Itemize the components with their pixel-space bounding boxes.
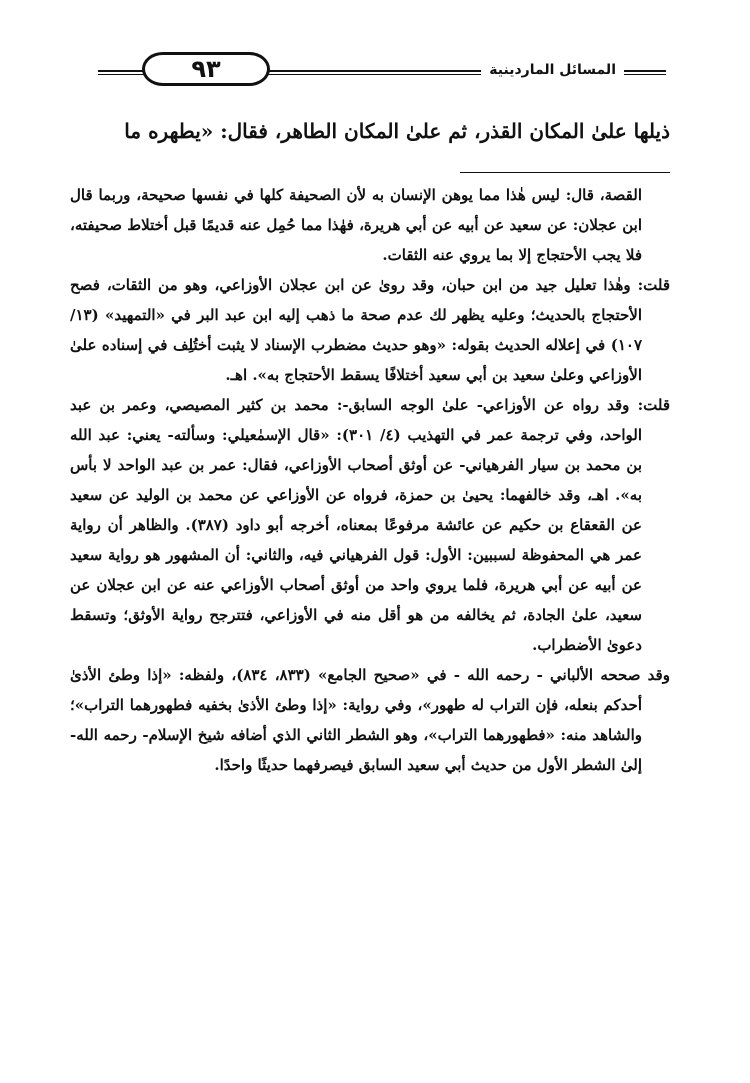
footnote-paragraph-1: القصة، قال: ليس هٰذا مما يوهن الإنسان به لأن الصحيفة كلها في نفسها صحيحة، وربما قال ابن عجلان: عن سعيد عن أبيه عن أبي هريرة، فهٰذا مما حُمِل عنه قديمًا قبل أختلاط صحيفته، فلا يجب الأحتجاج إلا بما يروي عنه الثقات. — [70, 186, 642, 264]
page-number: ٩٣ — [142, 52, 270, 86]
footnote-separator — [460, 172, 670, 173]
footnote-paragraph-4: وقد صححه الألباني - رحمه الله - في «صحيح الجامع» (٨٣٣، ٨٣٤)، ولفظه: «إذا وطئ الأذىٰ أحدكم بنعله، فإن التراب له طهور»، وفي رواية: «إذا وطئ الأذىٰ بخفيه فطهورهما التراب»؛ والشاهد منه: «فطهورهما التراب»، وهو الشطر الثاني الذي أضافه شيخ الإسلام- رحمه الله- إلىٰ الشطر الأول من حديث أبي سعيد السابق فيصرفهما حديثًا واحدًا. — [70, 666, 670, 774]
main-text-line: ذيلها علىٰ المكان القذر، ثم علىٰ المكان الطاهر، فقال: «يطهره ما — [124, 119, 670, 143]
footnote-paragraph-3: قلت: وقد رواه عن الأوزاعي- علىٰ الوجه السابق-: محمد بن كثير المصيصي، وعمر بن عبد الواحد، وفي ترجمة عمر في التهذيب (٤/ ٣٠١): «قال الإسمٰعيلي: وسألته- يعني: عبد الله بن محمد بن سيار الفرهياني- عن أوثق أصحاب الأوزاعي، فقال: عمر بن عبد الواحد لا بأس به». اهـ، وقد خالفهما: يحيىٰ بن حمزة، فرواه عن الأوزاعي عن محمد بن الوليد عن سعيد عن القعقاع بن حكيم عن عائشة مرفوعًا بمعناه، أخرجه أبو داود (٣٨٧). والظاهر أن رواية عمر هي المحفوظة لسببين: الأول: قول الفرهياني فيه، والثاني: أن المشهور هو رواية سعيد عن أبيه عن أبي هريرة، فلما يروي واحد من أوثق أصحاب الأوزاعي عنه عن ابن عجلان عن سعيد، علىٰ الجادة، ثم يخالفه من هو أقل منه في الأوزاعي، فتترجح رواية الأوثق؛ وتسقط دعوىٰ الأضطراب. — [70, 396, 670, 654]
footnote-paragraph-2: قلت: وهٰذا تعليل جيد من ابن حبان، وقد روىٰ عن ابن عجلان الأوزاعي، وهو من الثقات، فصح الأحتجاج بالحديث؛ وعليه يظهر لك عدم صحة ما ذهب إليه ابن عبد البر في «التمهيد» (١٣/ ١٠٧) في إعلاله الحديث بقوله: «وهو حديث مضطرب الإسناد لا يثبت أختُلِف في إسناده علىٰ الأوزاعي وعلىٰ سعيد بن أبي سعيد أختلافًا يسقط الأحتجاج به». اهـ. — [70, 276, 670, 384]
footnotes-block — [70, 180, 670, 780]
running-header — [98, 52, 666, 92]
running-title: المسائل الماردينية — [481, 58, 624, 82]
